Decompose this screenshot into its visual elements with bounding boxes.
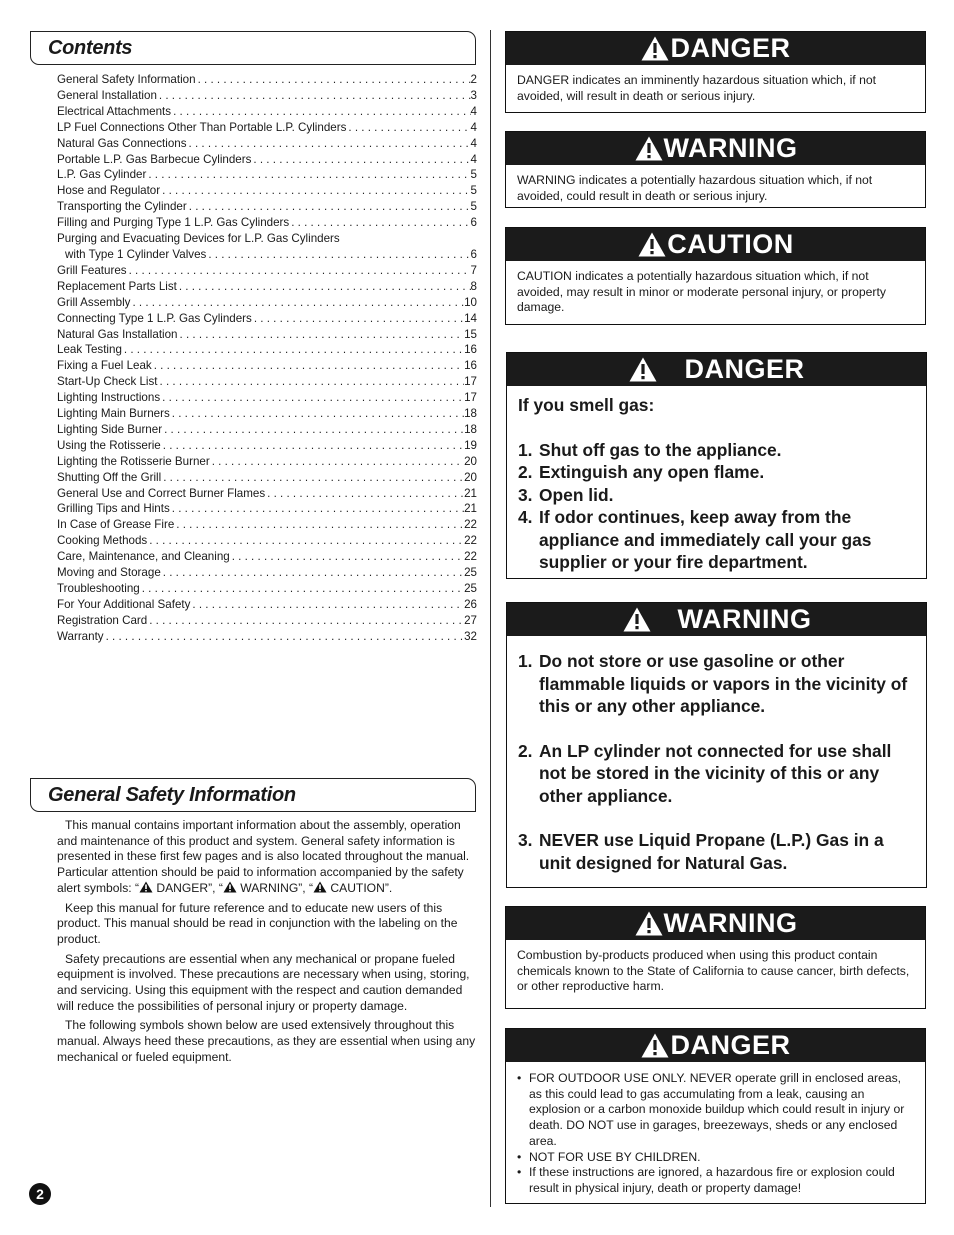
toc-entry-title: Electrical Attachments xyxy=(57,104,172,118)
toc-entry xyxy=(57,295,477,311)
storage-warning-item-text: An LP cylinder not connected for use shall not be stored in the vicinity of this or any other appliance. xyxy=(539,740,892,806)
toc-entry-title: Using the Rotisserie xyxy=(57,438,161,452)
caution-heading-label: CAUTION xyxy=(667,229,794,259)
toc-entry-title: For Your Additional Safety xyxy=(57,597,191,611)
alert-triangle-icon xyxy=(313,881,327,893)
toc-entry-title: Replacement Parts List xyxy=(57,279,177,293)
toc-entry-page: 5 xyxy=(470,184,477,198)
toc-entry-page: 5 xyxy=(470,168,477,182)
outdoor-danger-bullet xyxy=(517,1150,917,1166)
toc-entry-title: Start-Up Check List xyxy=(57,375,158,389)
toc-entry-title: Connecting Type 1 L.P. Gas Cylinders xyxy=(57,311,252,325)
toc-entry-title: Warranty xyxy=(57,629,104,643)
toc-dot-leader xyxy=(187,199,471,215)
storage-warning-item xyxy=(518,650,916,718)
toc-entry xyxy=(57,199,477,215)
toc-entry-page: 4 xyxy=(470,120,477,134)
storage-warning-item-text: Do not store or use gasoline or other flammable liquids or vapors in the vicinity of this or any other appliance. xyxy=(539,651,908,716)
toc-entry-title: Troubleshooting xyxy=(57,582,140,595)
toc-dot-leader xyxy=(130,295,464,311)
gas-smell-step-text: If odor continues, keep away from the appliance and immediately call your gas supplier or your fire department. xyxy=(539,507,872,572)
gas-smell-step xyxy=(518,484,916,507)
bullet-marker: • xyxy=(517,1149,522,1164)
danger-header xyxy=(507,353,926,386)
toc-entry-title: with Type 1 Cylinder Valves xyxy=(65,247,207,261)
toc-entry-page: 22 xyxy=(464,518,477,532)
toc-entry-title: LP Fuel Connections Other Than Portable L.P. Cylinders xyxy=(57,120,347,134)
toc-dot-leader xyxy=(170,406,464,422)
toc-entry-page: 7 xyxy=(470,263,477,277)
toc-entry xyxy=(57,581,477,597)
toc-dot-leader xyxy=(158,374,465,390)
storage-warning-item-number: 2. xyxy=(518,740,533,761)
warning-header xyxy=(506,907,925,940)
toc-entry xyxy=(57,183,477,199)
gas-smell-step-number: 3. xyxy=(518,484,533,505)
general-safety-heading: General Safety Information xyxy=(30,778,476,812)
toc-entry-page: 25 xyxy=(464,582,477,595)
toc-entry-page: 14 xyxy=(464,311,477,325)
toc-entry-page: 16 xyxy=(464,359,477,373)
bullet-marker: • xyxy=(517,1071,522,1085)
toc-entry xyxy=(57,390,477,406)
toc-entry-page: 20 xyxy=(464,470,477,484)
toc-entry xyxy=(57,629,477,645)
toc-entry-page: 8 xyxy=(470,279,477,293)
page-number: 2 xyxy=(29,1183,51,1205)
toc-entry xyxy=(57,279,477,295)
storage-warning-item xyxy=(518,829,916,874)
toc-entry-page: 26 xyxy=(464,597,477,611)
toc-entry-page: 22 xyxy=(464,534,477,548)
toc-dot-leader xyxy=(190,597,464,613)
gas-smell-step-text: Shut off gas to the appliance. xyxy=(539,439,782,460)
toc-entry-title: In Case of Grease Fire xyxy=(57,518,175,532)
danger-header xyxy=(506,32,925,65)
toc-entry-title: Care, Maintenance, and Cleaning xyxy=(57,550,230,564)
toc-entry xyxy=(57,136,477,152)
alert-triangle-icon xyxy=(634,135,664,162)
toc-dot-leader xyxy=(346,120,470,136)
toc-entry-page: 15 xyxy=(464,327,477,341)
toc-entry-page: 22 xyxy=(464,550,477,564)
toc-entry-title: Grilling Tips and Hints xyxy=(57,502,170,516)
alert-triangle-icon xyxy=(628,356,658,383)
toc-entry-page: 18 xyxy=(464,422,477,436)
toc-entry-title: Lighting the Rotisserie Burner xyxy=(57,454,210,468)
danger-heading-label: DANGER xyxy=(684,354,805,384)
toc-entry-page: 4 xyxy=(470,152,477,166)
toc-dot-leader xyxy=(162,422,464,438)
toc-entry-page: 16 xyxy=(464,343,477,357)
toc-dot-leader xyxy=(160,390,464,406)
danger-header xyxy=(506,1029,925,1062)
toc-entry-title: Purging and Evacuating Devices for L.P. Gas Cylinders xyxy=(57,232,340,246)
toc-entry xyxy=(57,613,477,629)
alert-triangle-icon xyxy=(637,231,667,258)
toc-entry-title: Moving and Storage xyxy=(57,566,161,580)
storage-warning-item xyxy=(518,740,916,808)
toc-entry xyxy=(57,549,477,565)
toc-entry-page: 18 xyxy=(464,407,477,421)
outdoor-danger-bullet xyxy=(517,1165,917,1196)
gas-smell-steps xyxy=(518,439,916,574)
toc-entry xyxy=(57,88,477,104)
toc-dot-leader xyxy=(206,247,470,263)
toc-entry xyxy=(57,374,477,390)
toc-entry xyxy=(57,247,477,263)
toc-entry xyxy=(57,72,477,88)
toc-dot-leader xyxy=(177,279,471,295)
toc-dot-leader xyxy=(152,358,464,374)
toc-entry xyxy=(57,263,477,279)
toc-dot-leader xyxy=(160,183,470,199)
caution-definition-text: CAUTION indicates a potentially hazardous situation which, if not avoided, may result in minor or moderate personal injury, or property damage. xyxy=(517,269,886,315)
toc-dot-leader xyxy=(161,438,464,454)
storage-warning-item-number: 3. xyxy=(518,830,533,850)
table-of-contents xyxy=(57,72,477,645)
toc-entry-title: Transporting the Cylinder xyxy=(57,200,187,214)
toc-entry-page: 25 xyxy=(464,566,477,580)
gas-smell-step xyxy=(518,461,916,484)
toc-entry-page: 4 xyxy=(470,136,477,150)
toc-entry-title: Fixing a Fuel Leak xyxy=(57,359,152,373)
prop65-warning-text: Combustion by-products produced when using this product contain chemicals known to the State of California to cause cancer, birth defects, or other reproductive harm. xyxy=(517,948,910,994)
toc-entry-title: L.P. Gas Cylinder xyxy=(57,168,147,182)
bullet-marker: • xyxy=(517,1165,522,1180)
toc-entry xyxy=(57,311,477,327)
outdoor-danger-bullets xyxy=(517,1071,917,1197)
toc-entry-title: Grill Assembly xyxy=(57,295,131,309)
gas-smell-step-number: 2. xyxy=(518,462,533,482)
toc-entry-page: 19 xyxy=(464,438,477,452)
danger-heading-label: DANGER xyxy=(670,1030,791,1060)
toc-entry xyxy=(57,438,477,454)
warning-header xyxy=(507,603,926,636)
alert-triangle-icon xyxy=(223,881,237,893)
toc-dot-leader xyxy=(187,136,471,152)
toc-entry-title: General Safety Information xyxy=(57,73,196,86)
toc-entry-page: 27 xyxy=(464,613,477,627)
caution-definition-box xyxy=(505,227,926,325)
toc-entry-title: General Use and Correct Burner Flames xyxy=(57,486,266,500)
toc-dot-leader xyxy=(251,152,470,168)
storage-warning-item-number: 1. xyxy=(518,651,533,671)
toc-entry xyxy=(57,517,477,533)
toc-entry xyxy=(57,120,477,136)
toc-dot-leader xyxy=(157,88,471,104)
toc-entry xyxy=(57,152,477,168)
toc-entry-title: Shutting Off the Grill xyxy=(57,470,162,484)
toc-dot-leader xyxy=(146,167,470,183)
gas-smell-step xyxy=(518,506,916,574)
toc-entry-page: 6 xyxy=(470,247,477,261)
outdoor-danger-bullet xyxy=(517,1071,917,1150)
general-safety-text xyxy=(57,818,477,1070)
alert-triangle-icon xyxy=(634,910,664,937)
warning-header xyxy=(506,132,925,165)
toc-dot-leader xyxy=(174,517,464,533)
alert-triangle-icon xyxy=(640,35,670,62)
toc-dot-leader xyxy=(161,470,464,486)
toc-entry xyxy=(57,231,477,247)
warning-heading-label: WARNING xyxy=(663,133,798,163)
toc-dot-leader xyxy=(196,72,471,88)
toc-entry-title: Hose and Regulator xyxy=(57,184,161,198)
toc-dot-leader xyxy=(122,342,464,358)
toc-entry xyxy=(57,565,477,581)
toc-entry-title: Lighting Main Burners xyxy=(57,407,170,421)
toc-entry-page: 17 xyxy=(464,391,477,405)
gas-smell-step-text: Extinguish any open flame. xyxy=(539,462,765,482)
danger-definition-box xyxy=(505,31,926,113)
toc-entry xyxy=(57,470,477,486)
gas-smell-danger-box xyxy=(506,352,927,579)
toc-entry-page: 21 xyxy=(464,502,477,516)
gas-smell-step-text: Open lid. xyxy=(539,484,614,505)
toc-entry-page: 3 xyxy=(470,88,477,102)
column-divider xyxy=(490,30,491,1207)
toc-entry-page: 5 xyxy=(470,200,477,214)
toc-entry xyxy=(57,104,477,120)
toc-entry-title: Lighting Side Burner xyxy=(57,422,163,436)
toc-entry xyxy=(57,486,477,502)
toc-entry xyxy=(57,327,477,343)
storage-warning-items xyxy=(518,650,916,874)
toc-dot-leader xyxy=(147,613,464,629)
toc-entry-title: General Installation xyxy=(57,88,157,102)
storage-warning-item-text: NEVER use Liquid Propane (L.P.) Gas in a unit designed for Natural Gas. xyxy=(539,830,884,873)
toc-entry xyxy=(57,597,477,613)
alert-triangle-icon xyxy=(139,881,153,893)
toc-entry-page: 21 xyxy=(464,486,477,500)
toc-entry xyxy=(57,167,477,183)
danger-definition-text: DANGER indicates an imminently hazardous situation which, if not avoided, will result in death or serious injury. xyxy=(517,73,877,103)
toc-dot-leader xyxy=(104,629,464,645)
toc-entry-title: Registration Card xyxy=(57,613,148,627)
alert-triangle-icon xyxy=(640,1032,670,1059)
warning-definition-box xyxy=(505,131,926,208)
toc-entry-page: 10 xyxy=(464,295,477,309)
toc-entry-page: 2 xyxy=(470,73,477,86)
gas-smell-step xyxy=(518,439,916,462)
outdoor-danger-bullet-text: FOR OUTDOOR USE ONLY. NEVER operate grill in enclosed areas, as this could lead to gas accumulating from a leak, causing an explosion or a carbon monoxide buildup which could result in injury or death. DO NOT use in garages, breezeways, sheds or any enclosed area. xyxy=(529,1071,905,1148)
general-safety-paragraph-3: Safety precautions are essential when any mechanical or propane fueled equipment is involved. These precautions are necessary when using, storing, and servicing. Using this equipment with the respect and caution demanded will reduce the possibilities of personal injury or property damage. xyxy=(57,951,470,1013)
contents-heading: Contents xyxy=(30,31,476,65)
toc-dot-leader xyxy=(210,454,464,470)
toc-dot-leader xyxy=(178,327,465,343)
outdoor-danger-bullet-text: NOT FOR USE BY CHILDREN. xyxy=(529,1149,701,1164)
toc-entry-page: 6 xyxy=(470,216,477,230)
toc-dot-leader xyxy=(230,549,464,565)
toc-entry-page: 32 xyxy=(464,629,477,643)
toc-entry-title: Leak Testing xyxy=(57,343,122,357)
danger-heading-label: DANGER xyxy=(670,33,791,63)
general-safety-paragraph-2: Keep this manual for future reference and to educate new users of this product. This manual should be read in conjunction with the labeling on the product. xyxy=(57,900,458,946)
warning-heading-label: WARNING xyxy=(663,908,798,938)
prop65-warning-box xyxy=(505,906,926,1009)
toc-dot-leader xyxy=(265,486,464,502)
toc-dot-leader xyxy=(171,104,470,120)
warning-heading-label: WARNING xyxy=(677,604,812,634)
general-safety-paragraph-1: This manual contains important information about the assembly, operation and maintenance of this product and system. General safety information is presented in these first few pages and is also located throughout the manual. Particular attention should be paid to information accompanied by the safety alert symbols: “ DANGER”, “ WARNING”, “ CAUTION”. xyxy=(57,818,470,895)
caution-header xyxy=(506,228,925,261)
toc-dot-leader xyxy=(252,311,464,327)
toc-entry xyxy=(57,454,477,470)
toc-dot-leader xyxy=(170,501,464,517)
toc-dot-leader xyxy=(147,533,464,549)
toc-entry-title: Natural Gas Connections xyxy=(57,136,187,150)
toc-entry xyxy=(57,422,477,438)
toc-entry xyxy=(57,358,477,374)
toc-entry-title: Portable L.P. Gas Barbecue Cylinders xyxy=(57,152,252,166)
gas-smell-step-number: 4. xyxy=(518,507,533,527)
toc-entry-page: 4 xyxy=(470,104,477,118)
warning-definition-text: WARNING indicates a potentially hazardous situation which, if not avoided, could result in death or serious injury. xyxy=(517,173,873,203)
gas-smell-step-number: 1. xyxy=(518,439,533,460)
toc-dot-leader xyxy=(140,581,464,597)
toc-dot-leader xyxy=(161,565,464,581)
gas-smell-intro: If you smell gas: xyxy=(518,395,655,415)
outdoor-danger-bullet-text: If these instructions are ignored, a hazardous fire or explosion could result in physical injury, death or property damage! xyxy=(529,1165,895,1195)
toc-entry-title: Grill Features xyxy=(57,263,127,277)
toc-entry xyxy=(57,215,477,231)
alert-triangle-icon xyxy=(622,606,652,633)
storage-warning-box xyxy=(506,602,927,888)
toc-dot-leader xyxy=(127,263,471,279)
toc-entry-title: Natural Gas Installation xyxy=(57,327,178,341)
toc-entry xyxy=(57,342,477,358)
toc-dot-leader xyxy=(289,215,470,231)
toc-entry xyxy=(57,406,477,422)
outdoor-use-danger-box xyxy=(505,1028,926,1204)
toc-entry xyxy=(57,533,477,549)
toc-entry-title: Filling and Purging Type 1 L.P. Gas Cylinders xyxy=(57,216,290,230)
toc-entry-page: 20 xyxy=(464,454,477,468)
toc-entry-title: Lighting Instructions xyxy=(57,391,161,405)
general-safety-paragraph-4: The following symbols shown below are used extensively throughout this manual. Always heed these precautions, as they are essential when using any mechanical or fueled equipment. xyxy=(57,1018,476,1064)
toc-entry-page: 17 xyxy=(464,375,477,389)
toc-entry-title: Cooking Methods xyxy=(57,534,148,548)
toc-entry xyxy=(57,501,477,517)
